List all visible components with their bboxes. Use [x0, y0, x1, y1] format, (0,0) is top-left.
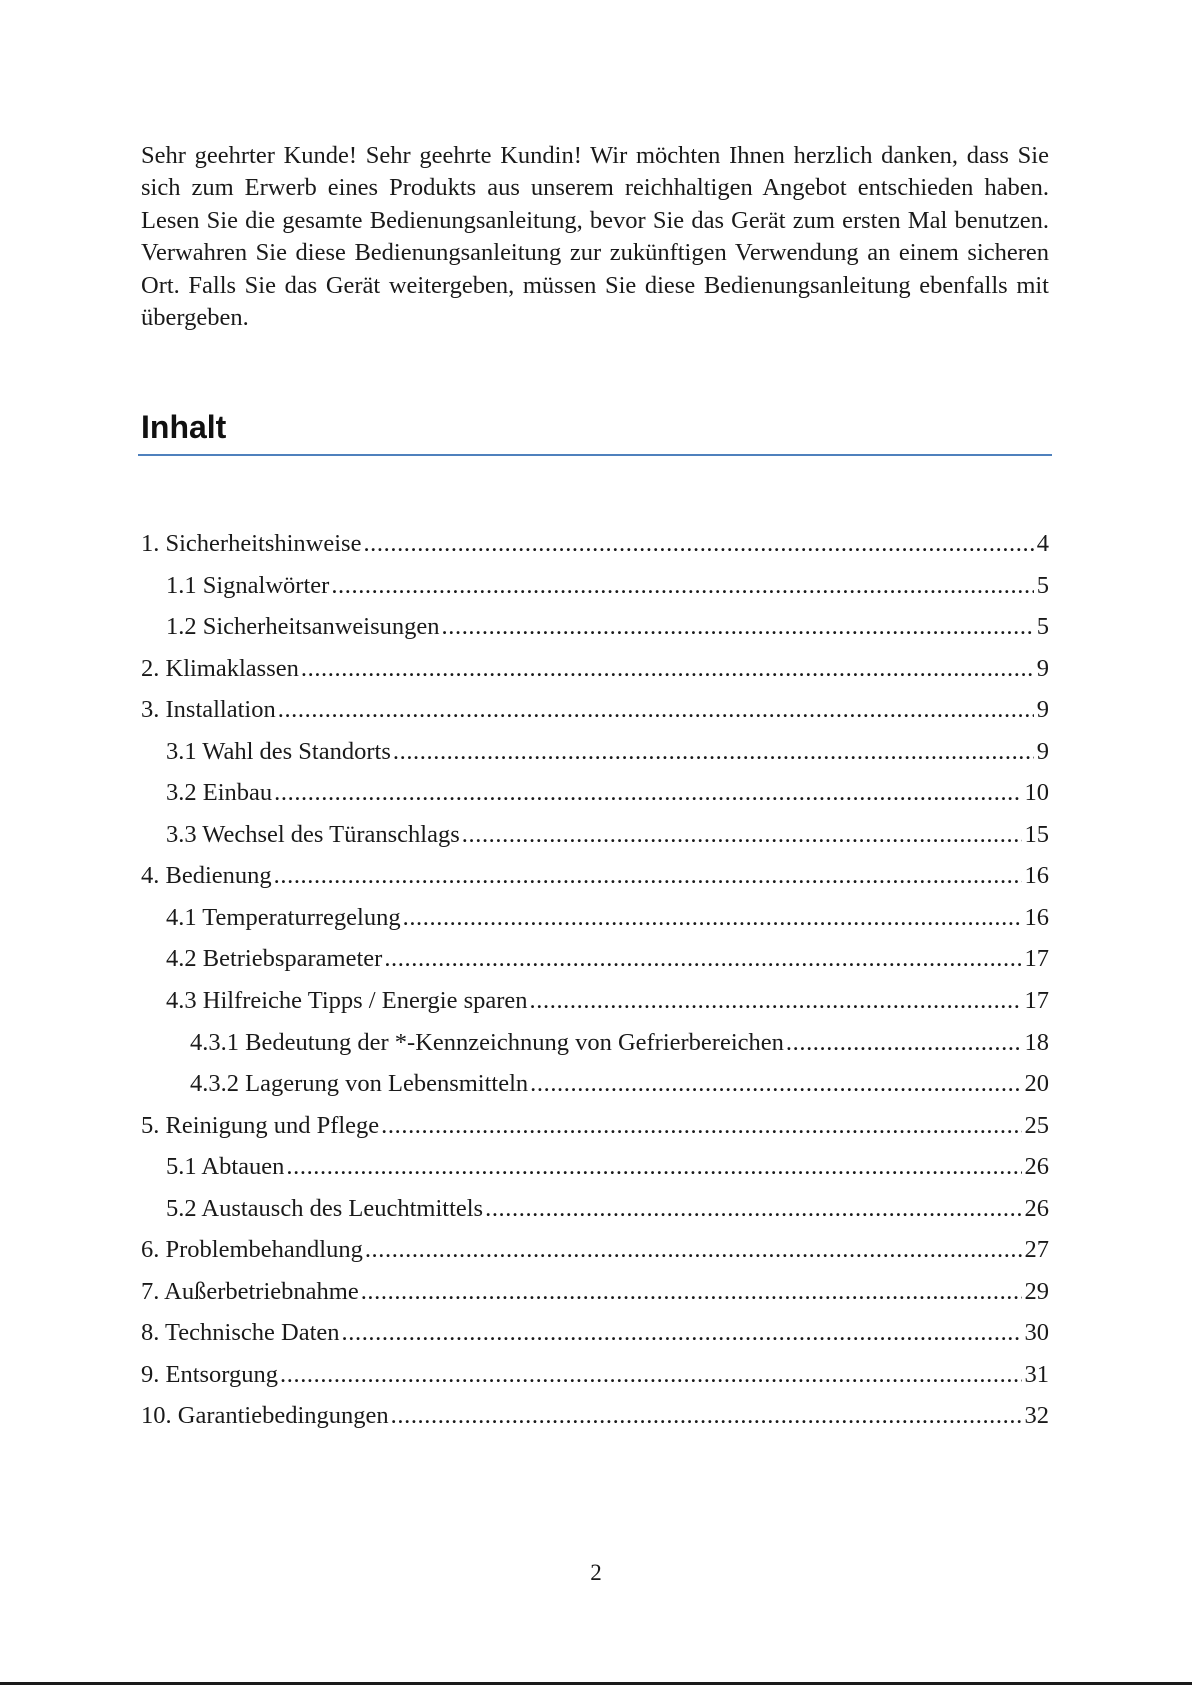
toc-dot-leader — [384, 938, 1021, 980]
toc-entry-title: 5. Reinigung und Pflege — [141, 1111, 380, 1139]
toc-entry-title: 9. Entsorgung — [141, 1360, 279, 1388]
toc-entry-page: 10 — [1024, 779, 1049, 807]
toc-dot-leader — [786, 1022, 1022, 1064]
toc-entry[interactable] — [141, 731, 1049, 773]
toc-entry[interactable] — [141, 1312, 1049, 1354]
toc-entry-title: 10. Garantiebedingungen — [141, 1402, 389, 1430]
toc-dot-leader — [331, 565, 1033, 607]
toc-entry-page: 30 — [1024, 1319, 1049, 1347]
toc-dot-leader — [274, 772, 1021, 814]
toc-dot-leader — [342, 1312, 1022, 1354]
toc-entry-page: 15 — [1024, 820, 1049, 848]
toc-dot-leader — [485, 1188, 1021, 1230]
toc-entry[interactable] — [141, 980, 1049, 1022]
toc-entry-page: 16 — [1024, 862, 1049, 890]
toc-entry[interactable] — [141, 1022, 1049, 1064]
toc-entry-page: 18 — [1024, 1028, 1049, 1056]
intro-paragraph: Sehr geehrter Kunde! Sehr geehrte Kundin! Wir möchten Ihnen herzlich danken, dass Sie sich zum Erwerb eines Produkts aus unserem reichhaltigen Angebot entschieden haben. Lesen Sie die gesamte Bedienungsanleitung, bevor Sie das Gerät zum ersten Mal benutzen. Verwahren Sie diese Bedienungsanleitung zur zukünftigen Verwendung an einem sicheren Ort. Falls Sie das Gerät weitergeben, müssen Sie diese Bedienungsanleitung ebenfalls mit übergeben. — [141, 142, 1049, 332]
toc-entry-page: 5 — [1036, 613, 1049, 641]
toc-dot-leader — [391, 1395, 1022, 1437]
toc-entry[interactable] — [141, 855, 1049, 897]
toc-entry[interactable] — [141, 606, 1049, 648]
toc-dot-leader — [278, 689, 1034, 731]
toc-entry-title: 8. Technische Daten — [141, 1319, 340, 1347]
toc-entry[interactable] — [141, 1354, 1049, 1396]
toc-entry[interactable] — [141, 1271, 1049, 1313]
toc-entry-title: 4.2 Betriebsparameter — [166, 945, 383, 973]
toc-entry[interactable] — [141, 897, 1049, 939]
toc-entry[interactable] — [141, 1395, 1049, 1437]
toc-entry-page: 20 — [1024, 1070, 1049, 1098]
toc-entry-title: 4.3.2 Lagerung von Lebensmitteln — [190, 1070, 529, 1098]
toc-dot-leader — [280, 1354, 1021, 1396]
toc-dot-leader — [393, 731, 1034, 773]
toc-entry[interactable] — [141, 772, 1049, 814]
toc-entry-title: 3.2 Einbau — [166, 779, 273, 807]
toc-entry[interactable] — [141, 689, 1049, 731]
toc-entry-title: 5.1 Abtauen — [166, 1153, 285, 1181]
toc-dot-leader — [365, 1229, 1022, 1271]
toc-entry[interactable] — [141, 1063, 1049, 1105]
table-of-contents — [141, 523, 1049, 1437]
toc-entry-page: 29 — [1024, 1277, 1049, 1305]
toc-entry[interactable] — [141, 1229, 1049, 1271]
toc-entry[interactable] — [141, 1188, 1049, 1230]
toc-entry-title: 3.1 Wahl des Standorts — [166, 737, 391, 765]
toc-entry-page: 9 — [1036, 654, 1049, 682]
toc-dot-leader — [442, 606, 1034, 648]
toc-dot-leader — [381, 1105, 1021, 1147]
toc-entry-page: 5 — [1036, 571, 1049, 599]
toc-entry-page: 26 — [1024, 1194, 1049, 1222]
toc-entry-title: 4.3 Hilfreiche Tipps / Energie sparen — [166, 987, 528, 1015]
toc-entry-title: 1.2 Sicherheitsanweisungen — [166, 613, 440, 641]
toc-entry-page: 32 — [1024, 1402, 1049, 1430]
toc-dot-leader — [361, 1271, 1022, 1313]
toc-entry[interactable] — [141, 523, 1049, 565]
toc-entry-title: 3.3 Wechsel des Türanschlags — [166, 820, 460, 848]
toc-entry-page: 9 — [1036, 696, 1049, 724]
toc-entry[interactable] — [141, 938, 1049, 980]
toc-entry-title: 4. Bedienung — [141, 862, 272, 890]
toc-entry[interactable] — [141, 1146, 1049, 1188]
toc-entry-page: 16 — [1024, 903, 1049, 931]
toc-dot-leader — [301, 648, 1034, 690]
toc-entry[interactable] — [141, 648, 1049, 690]
toc-entry[interactable] — [141, 565, 1049, 607]
toc-entry-title: 7. Außerbetriebnahme — [141, 1277, 359, 1305]
page-number: 2 — [590, 1560, 602, 1585]
toc-dot-leader — [363, 523, 1033, 565]
toc-entry-page: 17 — [1024, 945, 1049, 973]
toc-entry-title: 1. Sicherheitshinweise — [141, 530, 362, 557]
toc-entry-page: 25 — [1024, 1111, 1049, 1139]
toc-entry-page: 9 — [1036, 737, 1049, 765]
toc-entry-page: 4 — [1036, 530, 1049, 557]
toc-entry-title: 4.1 Temperaturregelung — [166, 903, 401, 931]
toc-entry-title: 4.3.1 Bedeutung der *-Kennzeichnung von Gefrierbereichen — [190, 1028, 784, 1056]
toc-entry-title: 5.2 Austausch des Leuchtmittels — [166, 1194, 484, 1222]
toc-entry-page: 31 — [1024, 1360, 1049, 1388]
toc-dot-leader — [286, 1146, 1021, 1188]
toc-heading-rule — [138, 454, 1052, 456]
toc-entry-page: 26 — [1024, 1153, 1049, 1181]
toc-entry-title: 3. Installation — [141, 696, 276, 724]
toc-dot-leader — [274, 855, 1022, 897]
toc-entry[interactable] — [141, 814, 1049, 856]
toc-entry-title: 6. Problembehandlung — [141, 1236, 363, 1264]
toc-dot-leader — [462, 814, 1022, 856]
toc-dot-leader — [530, 980, 1022, 1022]
toc-entry[interactable] — [141, 1105, 1049, 1147]
toc-entry-page: 17 — [1024, 987, 1049, 1015]
toc-dot-leader — [403, 897, 1022, 939]
toc-heading: Inhalt — [141, 409, 227, 445]
toc-dot-leader — [530, 1063, 1021, 1105]
toc-entry-title: 2. Klimaklassen — [141, 654, 299, 682]
toc-entry-page: 27 — [1024, 1236, 1049, 1264]
toc-entry-title: 1.1 Signalwörter — [166, 571, 330, 599]
